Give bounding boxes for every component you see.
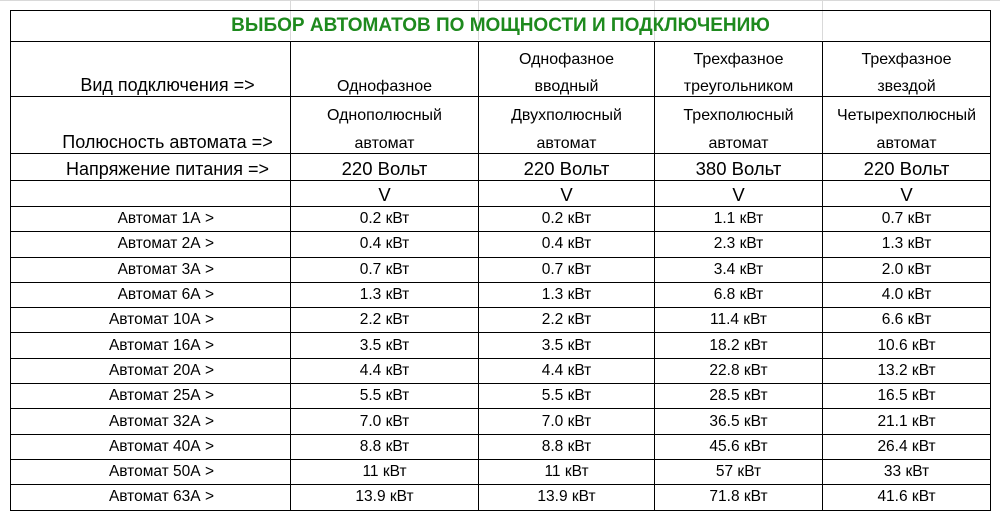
power-value-col1: 11 кВт (291, 459, 479, 484)
power-value-col2: 0.2 кВт (479, 207, 655, 232)
breaker-rating-label: Автомат 2А > (11, 232, 291, 257)
col2-poles-top: Двухполюсный (479, 97, 655, 126)
power-value-col1: 8.8 кВт (291, 434, 479, 459)
table-row (11, 434, 991, 459)
power-value-col3: 57 кВт (655, 459, 823, 484)
power-value-col1: 1.3 кВт (291, 282, 479, 307)
col1-poles-top: Однополюсный (291, 97, 479, 126)
breaker-rating-label: Автомат 6А > (11, 282, 291, 307)
col3-connection-bottom: треугольником (655, 69, 823, 97)
table-row (11, 409, 991, 434)
table-title: ВЫБОР АВТОМАТОВ ПО МОЩНОСТИ И ПОДКЛЮЧЕНИЮ (11, 11, 991, 42)
breaker-rating-label: Автомат 1А > (11, 207, 291, 232)
table-row (11, 459, 991, 484)
power-value-col4: 13.2 кВт (823, 358, 991, 383)
table-row (11, 282, 991, 307)
power-value-col3: 28.5 кВт (655, 384, 823, 409)
power-value-col2: 0.4 кВт (479, 232, 655, 257)
gridline (0, 0, 1000, 1)
power-value-col1: 0.7 кВт (291, 257, 479, 282)
power-value-col3: 71.8 кВт (655, 485, 823, 510)
power-value-col2: 4.4 кВт (479, 358, 655, 383)
power-value-col2: 13.9 кВт (479, 485, 655, 510)
empty-cell (11, 181, 291, 207)
col1-connection-top (291, 42, 479, 70)
col4-poles-top: Четырехполюсный (823, 97, 991, 126)
table-row (11, 333, 991, 358)
col3-connection-top: Трехфазное (655, 42, 823, 70)
col3-voltage: 380 Вольт (655, 154, 823, 181)
breaker-rating-label: Автомат 40А > (11, 434, 291, 459)
col2-unit: V (479, 181, 655, 207)
col2-voltage: 220 Вольт (479, 154, 655, 181)
power-value-col4: 6.6 кВт (823, 308, 991, 333)
breaker-rating-label: Автомат 10А > (11, 308, 291, 333)
power-value-col3: 45.6 кВт (655, 434, 823, 459)
power-value-col4: 2.0 кВт (823, 257, 991, 282)
power-value-col4: 10.6 кВт (823, 333, 991, 358)
col4-poles-bottom: автомат (823, 125, 991, 154)
power-value-col2: 11 кВт (479, 459, 655, 484)
power-value-col4: 1.3 кВт (823, 232, 991, 257)
power-value-col4: 4.0 кВт (823, 282, 991, 307)
col3-poles-bottom: автомат (655, 125, 823, 154)
col2-connection-top: Однофазное (479, 42, 655, 70)
power-value-col2: 7.0 кВт (479, 409, 655, 434)
voltage-label: Напряжение питания => (11, 154, 291, 181)
col3-poles-top: Трехполюсный (655, 97, 823, 126)
col1-poles-bottom: автомат (291, 125, 479, 154)
table-row (11, 207, 991, 232)
power-value-col1: 2.2 кВт (291, 308, 479, 333)
power-value-col3: 11.4 кВт (655, 308, 823, 333)
power-value-col1: 7.0 кВт (291, 409, 479, 434)
col1-unit: V (291, 181, 479, 207)
col4-unit: V (823, 181, 991, 207)
power-value-col4: 41.6 кВт (823, 485, 991, 510)
breaker-rating-label: Автомат 50А > (11, 459, 291, 484)
power-value-col3: 36.5 кВт (655, 409, 823, 434)
power-value-col4: 0.7 кВт (823, 207, 991, 232)
empty-cell (11, 42, 291, 70)
table-row (11, 257, 991, 282)
poles-label: Полюсность автомата => (11, 125, 291, 154)
connection-type-label: Вид подключения => (11, 69, 291, 97)
power-value-col2: 0.7 кВт (479, 257, 655, 282)
power-value-col4: 26.4 кВт (823, 434, 991, 459)
power-value-col1: 13.9 кВт (291, 485, 479, 510)
power-value-col2: 5.5 кВт (479, 384, 655, 409)
power-value-col1: 0.4 кВт (291, 232, 479, 257)
col1-voltage: 220 Вольт (291, 154, 479, 181)
power-value-col3: 3.4 кВт (655, 257, 823, 282)
col4-connection-top: Трехфазное (823, 42, 991, 70)
power-value-col2: 8.8 кВт (479, 434, 655, 459)
table-row (11, 308, 991, 333)
power-value-col4: 16.5 кВт (823, 384, 991, 409)
table-row (11, 232, 991, 257)
power-value-col4: 21.1 кВт (823, 409, 991, 434)
col4-connection-bottom: звездой (823, 69, 991, 97)
col4-voltage: 220 Вольт (823, 154, 991, 181)
empty-cell (11, 97, 291, 126)
col2-connection-bottom: вводный (479, 69, 655, 97)
table-row (11, 485, 991, 510)
power-value-col1: 5.5 кВт (291, 384, 479, 409)
power-value-col3: 1.1 кВт (655, 207, 823, 232)
power-value-col2: 2.2 кВт (479, 308, 655, 333)
breaker-rating-label: Автомат 25А > (11, 384, 291, 409)
power-value-col3: 22.8 кВт (655, 358, 823, 383)
power-value-col1: 4.4 кВт (291, 358, 479, 383)
power-selection-table (10, 10, 991, 511)
table-row (11, 384, 991, 409)
power-value-col2: 1.3 кВт (479, 282, 655, 307)
power-value-col2: 3.5 кВт (479, 333, 655, 358)
table-row (11, 358, 991, 383)
power-value-col3: 6.8 кВт (655, 282, 823, 307)
power-value-col3: 2.3 кВт (655, 232, 823, 257)
breaker-rating-label: Автомат 16А > (11, 333, 291, 358)
breaker-rating-label: Автомат 63А > (11, 485, 291, 510)
col3-unit: V (655, 181, 823, 207)
data-rows (11, 207, 991, 511)
power-value-col1: 0.2 кВт (291, 207, 479, 232)
breaker-rating-label: Автомат 3А > (11, 257, 291, 282)
power-value-col1: 3.5 кВт (291, 333, 479, 358)
breaker-rating-label: Автомат 20А > (11, 358, 291, 383)
col1-connection-bottom: Однофазное (291, 69, 479, 97)
breaker-rating-label: Автомат 32А > (11, 409, 291, 434)
power-value-col3: 18.2 кВт (655, 333, 823, 358)
col2-poles-bottom: автомат (479, 125, 655, 154)
power-value-col4: 33 кВт (823, 459, 991, 484)
